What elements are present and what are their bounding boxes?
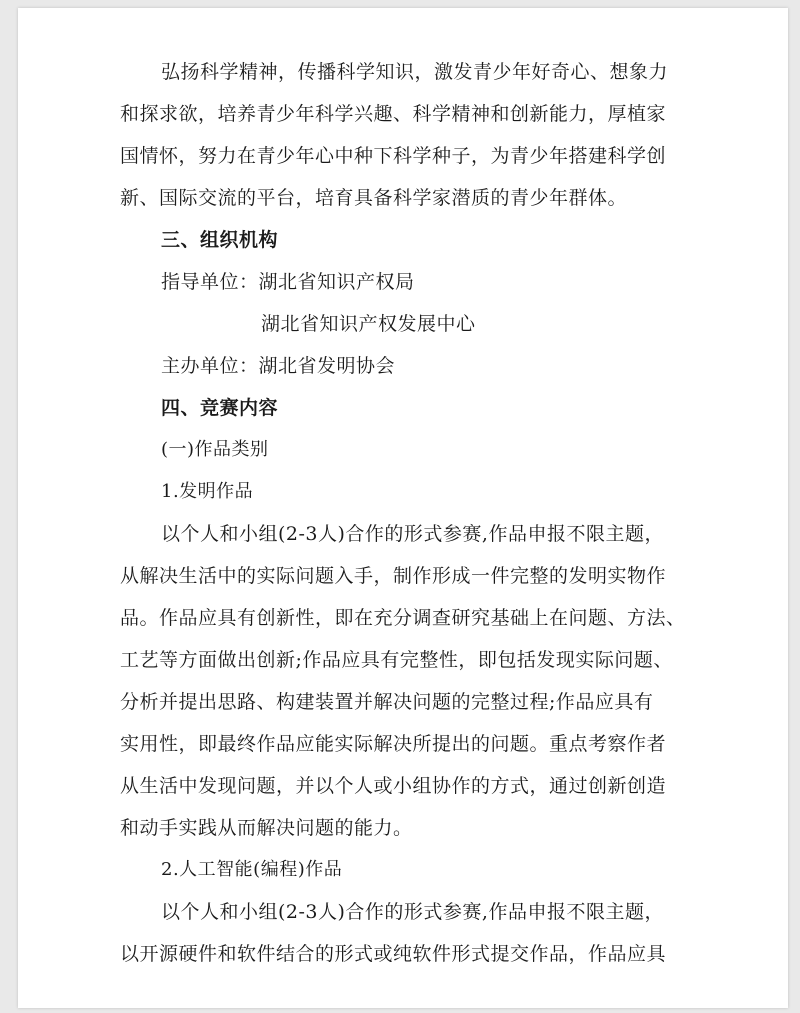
section-heading: 三、组织机构 [161,229,279,251]
paragraph-line: 弘扬科学精神，传播科学知识，激发青少年好奇心、想象力 [161,61,669,83]
item-heading: 2.人工智能(编程)作品 [161,859,343,880]
paragraph-line: 新、国际交流的平台，培育具备科学家潜质的青少年群体。 [120,187,628,209]
paragraph-line: 品。作品应具有创新性，即在充分调查研究基础上在问题、方法、 [120,607,686,629]
paragraph-line: 工艺等方面做出创新;作品应具有完整性，即包括发现实际问题、 [120,649,673,671]
guiding-unit-line-2: 湖北省知识产权发展中心 [261,313,476,335]
paragraph-line: 以个人和小组(2-3人)合作的形式参赛,作品申报不限主题， [161,901,664,923]
document-page [18,8,788,1008]
paragraph-line: 实用性，即最终作品应能实际解决所提出的问题。重点考察作者 [120,733,667,755]
paragraph-line: 国情怀，努力在青少年心中种下科学种子，为青少年搭建科学创 [120,145,667,167]
paragraph-line: 以个人和小组(2-3人)合作的形式参赛,作品申报不限主题， [161,523,664,545]
paragraph-line: 和探求欲，培养青少年科学兴趣、科学精神和创新能力，厚植家 [120,103,667,125]
guiding-unit-line: 指导单位：湖北省知识产权局 [161,271,415,293]
host-unit-line: 主办单位：湖北省发明协会 [161,355,396,377]
subsection-heading: (一)作品类别 [161,439,269,460]
paragraph-line: 分析并提出思路、构建装置并解决问题的完整过程;作品应具有 [120,691,654,713]
section-heading: 四、竞赛内容 [161,397,279,419]
paragraph-line: 从生活中发现问题，并以个人或小组协作的方式，通过创新创造 [120,775,667,797]
item-heading: 1.发明作品 [161,481,254,502]
paragraph-line: 和动手实践从而解决问题的能力。 [120,817,413,839]
paragraph-line: 以开源硬件和软件结合的形式或纯软件形式提交作品，作品应具 [120,943,667,965]
paragraph-line: 从解决生活中的实际问题入手，制作形成一件完整的发明实物作 [120,565,667,587]
